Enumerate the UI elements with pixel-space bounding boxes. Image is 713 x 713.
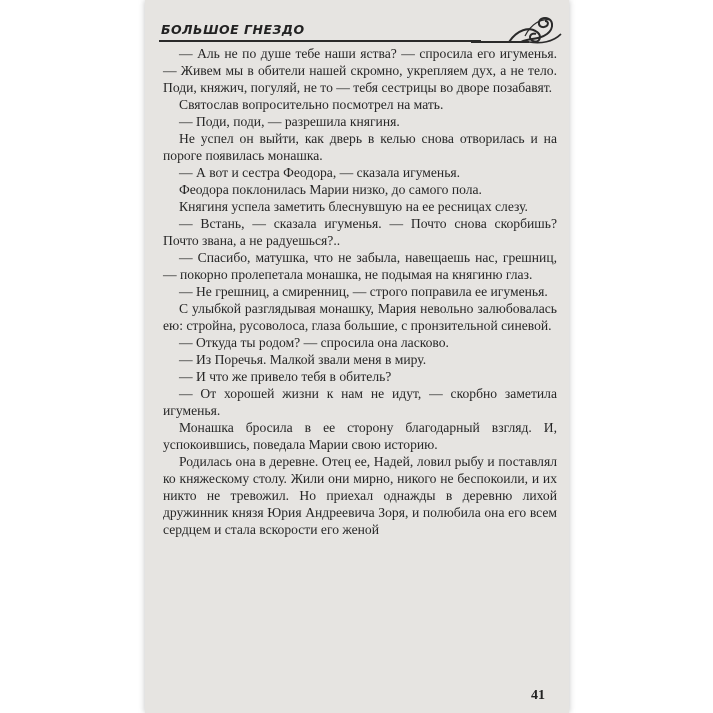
paragraph: Родилась она в деревне. Отец ее, Надей, ловил рыбу и поставлял ко княжескому столу. Жили они мирно, никого не беспокоили, и их никто не тревожил. Но приехал однажды в деревню лихой дружинник князя Юрия Андреевича Зоря, и полюбила она его всем сердцем и стала вскорости его женой xyxy=(163,454,557,537)
scroll-ornament-icon xyxy=(469,14,565,46)
paragraph: — Откуда ты родом? — спросила она ласково. xyxy=(179,335,449,350)
paragraph: — Спасибо, матушка, что не забыла, навещаешь нас, грешниц, — покорно пролепетала монашка, не подымая на княгиню глаз. xyxy=(163,250,557,282)
paragraph: Святослав вопросительно посмотрел на мать. xyxy=(179,97,444,112)
page-number: 41 xyxy=(531,688,545,703)
running-header xyxy=(159,14,559,44)
running-title: БОЛЬШОЕ ГНЕЗДО xyxy=(161,22,305,37)
paragraph: — И что же привело тебя в обитель? xyxy=(179,369,392,384)
header-rule xyxy=(159,40,481,42)
book-page xyxy=(145,0,569,713)
paragraph: — Из Поречья. Малкой звали меня в миру. xyxy=(179,352,427,367)
paragraph: — Поди, поди, — разрешила княгиня. xyxy=(179,114,400,129)
paragraph: — Аль не по душе тебе наши яства? — спросила его игуменья. — Живем мы в обители нашей скромно, укрепляем дух, а не тело. Поди, княжич, погуляй, не то — тебя сестрицы во дворе позабавят. xyxy=(163,46,557,95)
paragraph: — Не грешниц, а смиренниц, — строго поправила ее игуменья. xyxy=(179,284,548,299)
body-text xyxy=(163,45,557,538)
paragraph: С улыбкой разглядывая монашку, Мария невольно залюбовалась ею: стройна, русоволоса, глаза большие, с пронзительной синевой. xyxy=(163,301,557,333)
paragraph: Феодора поклонилась Марии низко, до самого пола. xyxy=(179,182,482,197)
paragraph: Княгиня успела заметить блеснувшую на ее ресницах слезу. xyxy=(179,199,528,214)
paragraph: Не успел он выйти, как дверь в келью снова отворилась и на пороге появилась монашка. xyxy=(163,131,557,163)
paragraph: — От хорошей жизни к нам не идут, — скорбно заметила игуменья. xyxy=(163,386,557,418)
paragraph: Монашка бросила в ее сторону благодарный взгляд. И, успокоившись, поведала Марии свою историю. xyxy=(163,420,557,452)
paragraph: — А вот и сестра Феодора, — сказала игуменья. xyxy=(179,165,461,180)
paragraph: — Встань, — сказала игуменья. — Почто снова скорбишь? Почто звана, а не радуешься?.. xyxy=(163,216,557,248)
